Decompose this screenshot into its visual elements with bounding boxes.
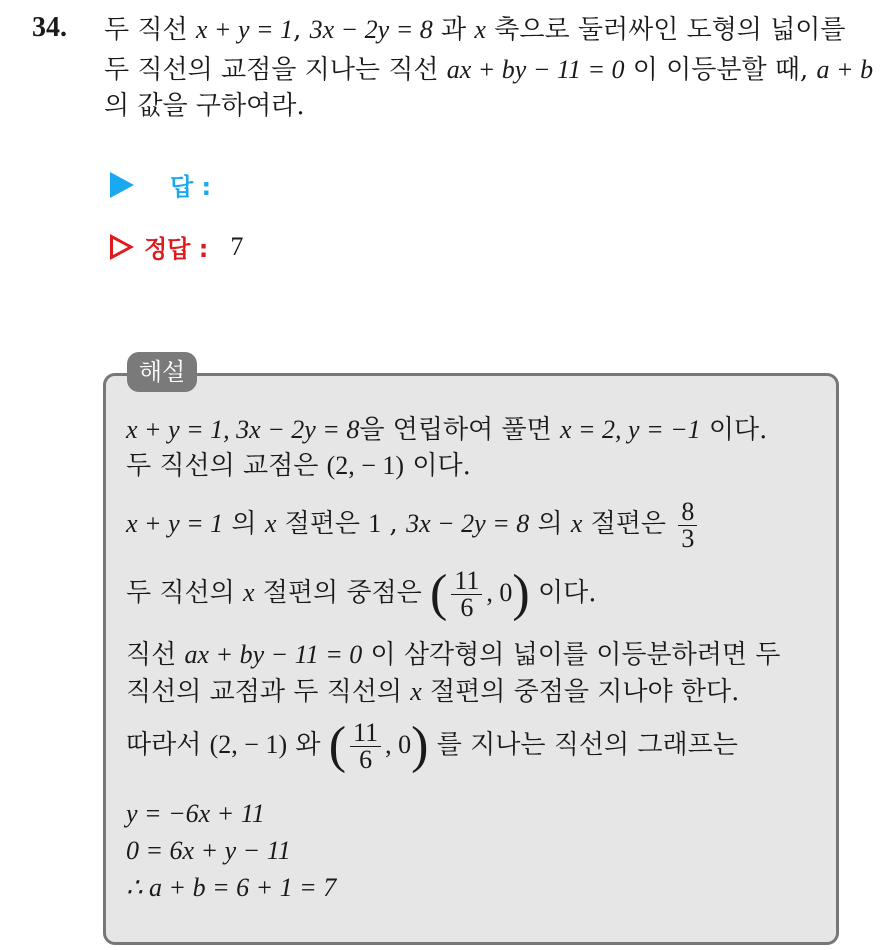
question-line-2: 두 직선의 교점을 지나는 직선 ax + by − 11 = 0 이 이등분할 때, a + b [104,55,874,85]
fraction-11-6: $\frac{11}{6}$ [451,568,482,621]
solution-line-10: ∴ a + b = 6 + 1 = 7 [126,873,337,902]
solution-line-1: x + y = 1, 3x − 2y = 8을 연립하여 풀면 x = 2, y = −1 이다. [126,415,768,445]
correct-answer-label: 정답 : [144,235,209,263]
solution-line-6: 직선의 교점과 두 직선의 x 절편의 중점을 지나야 한다. [126,677,740,707]
fraction-11-6-b: $\frac{11}{6}$ [350,720,381,773]
answer-row [110,167,211,202]
question-line-3: 의 값을 구하여라. [104,91,305,121]
solution-line-8: y = −6x + 11 [126,799,265,828]
fraction-8-3: $\frac{8}{3}$ [678,499,697,552]
play-triangle-icon [110,172,134,198]
solution-line-7: 따라서 (2, − 1) 와 ( $\frac{11}{6}$ , 0) 를 지나는 직선의 그래프는 [126,717,738,774]
correct-answer-row [110,229,243,264]
question-number: 34. [32,12,67,43]
answer-label: 답 : [170,173,212,201]
solution-tag: 해설 [127,352,197,392]
solution-line-5: 직선 ax + by − 11 = 0 이 삼각형의 넓이를 이등분하려면 두 [126,640,781,670]
question-line-1: 두 직선 x + y = 1, 3x − 2y = 8 과 x 축으로 둘러싸인 도형의 넓이를 [104,15,846,45]
outline-triangle-icon [110,234,134,260]
correct-answer-value: 7 [230,231,244,261]
solution-line-9: 0 = 6x + y − 11 [126,836,291,865]
solution-line-2: 두 직선의 교점은 (2, − 1) 이다. [126,451,471,481]
solution-line-4: 두 직선의 x 절편의 중점은 ( $\frac{11}{6}$ , 0) 이다. [126,565,597,622]
solution-line-3: x + y = 1 의 x 절편은 1 , 3x − 2y = 8 의 x 절편은 $\frac{8}{3}$ [126,493,701,555]
